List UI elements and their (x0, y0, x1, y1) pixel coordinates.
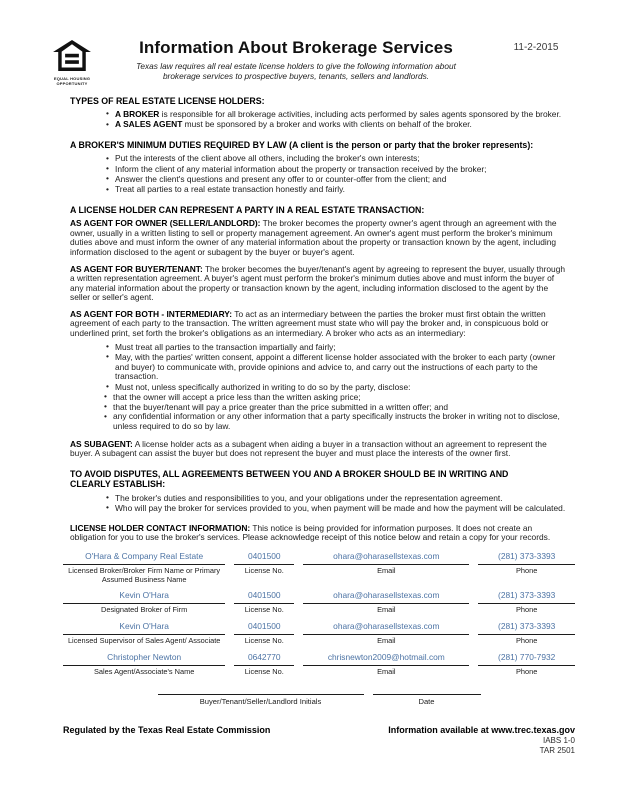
equal-housing-icon (53, 58, 91, 75)
field-label: Designated Broker of Firm (101, 605, 188, 615)
bullet-item: • May, with the parties' written consent, appoint a different license holder associated with the broker to each party (owner and buyer) to communicate with, provide opinions and advice to, and carry out the instructions of each party to the transaction. (106, 353, 568, 382)
license-holder-contact-table (63, 548, 575, 677)
disputes-bullet-list (70, 494, 568, 514)
field-label: License No. (244, 636, 284, 646)
field-value: Kevin O'Hara (63, 587, 225, 604)
footer-regulator-text: Regulated by the Texas Real Estate Commission (63, 724, 271, 735)
field-value: ohara@oharasellstexas.com (303, 618, 469, 635)
field-value: O'Hara & Company Real Estate (63, 548, 225, 565)
section-heading-disputes: TO AVOID DISPUTES, ALL AGREEMENTS BETWEEN YOU AND A BROKER SHOULD BE IN WRITING AND CLEARLY ESTABLISH: (70, 468, 509, 490)
date-signature-line: Date (373, 694, 481, 706)
signature-row (63, 694, 575, 706)
field-value: chrisnewton2009@hotmail.com (303, 649, 469, 666)
form-footer (63, 725, 575, 735)
paragraph-text: To act as an intermediary between the parties the broker must first obtain the written agreement of each party to the transaction. The written agreement must state who will pay the broker and, in conspicuous bold or underlined print, set forth the broker's obligations as an intermediary. A broker who acts as an intermediary: (70, 308, 549, 338)
field-label: Licensed Supervisor of Sales Agent/ Associate (67, 636, 221, 646)
logo-caption: EQUAL HOUSING OPPORTUNITY (53, 76, 91, 86)
paragraph-text: The broker becomes the property owner's agent through an agreement with the owner, usually in a written listing to sell or property management agreement. An owner's agent must perform the broker's minimum duties above and must inform the owner of any material information about the property or transaction known by the agent, including information disclosed to the agent or subagent by the buyer or buyer's agent. (70, 218, 557, 257)
equal-housing-logo (49, 36, 95, 87)
initials-signature-line: Buyer/Tenant/Seller/Landlord Initials (158, 694, 364, 706)
paragraph-lead: AS SUBAGENT: (70, 438, 133, 449)
bullet-lead: A BROKER (115, 108, 160, 119)
form-code-tar: TAR 2501 (539, 745, 575, 755)
bullet-text: is responsible for all brokerage activities, including acts performed by sales agents sponsored by the broker. (159, 108, 562, 119)
intermediary-bullet-list (70, 343, 568, 393)
section-heading-represent: A LICENSE HOLDER CAN REPRESENT A PARTY IN A REAL ESTATE TRANSACTION: (70, 204, 425, 215)
field-value: (281) 770-7932 (478, 649, 575, 666)
paragraph-agent-for-buyer (70, 265, 568, 303)
paragraph-lead: AS AGENT FOR BOTH - INTERMEDIARY: (70, 308, 233, 319)
title-block (95, 36, 497, 82)
field-label: Licensed Broker/Broker Firm Name or Primary Assumed Business Name (68, 565, 221, 584)
bullet-item (106, 120, 568, 130)
paragraph-lead: LICENSE HOLDER CONTACT INFORMATION: (70, 522, 251, 533)
bullet-item: • Inform the client of any material information about the property or transaction received by the broker; (106, 165, 568, 175)
bullet-text: must be sponsored by a broker and works with clients on behalf of the broker. (182, 119, 472, 130)
form-codes (63, 736, 575, 757)
form-header (53, 36, 575, 87)
sub-bullet-item: • that the buyer/tenant will pay a price greater than the price submitted in a written offer; and (104, 403, 568, 413)
table-row-broker-firm (63, 548, 575, 584)
paragraph-intermediary (70, 310, 568, 339)
field-label: Phone (516, 605, 538, 615)
footer-info-text: Information available at www.trec.texas.gov (388, 724, 575, 735)
paragraph-text: The broker becomes the buyer/tenant's agent by agreeing to represent the buyer, usually through a written representation agreement. A buyer's agent must perform the broker's minimum duties above and must inform the buyer of any material information about the property or transaction known by the agent, including information disclosed to the agent by the seller or seller's agent. (70, 263, 566, 303)
field-value: Kevin O'Hara (63, 618, 225, 635)
bullet-item: • Put the interests of the client above all others, including the broker's own interests; (106, 154, 568, 164)
field-value: 0401500 (234, 618, 294, 635)
paragraph-lead: AS AGENT FOR BUYER/TENANT: (70, 263, 203, 274)
paragraph-lead: AS AGENT FOR OWNER (SELLER/LANDLORD): (70, 218, 261, 229)
duties-bullet-list (70, 154, 568, 195)
field-label: License No. (244, 605, 284, 615)
section-heading-duties: A BROKER'S MINIMUM DUTIES REQUIRED BY LAW (A client is the person or party that the broker represents): (70, 139, 534, 150)
bullet-item: • Who will pay the broker for services provided to you, when payment will be made and how the payment will be calculated. (106, 504, 568, 514)
field-label: Phone (516, 666, 538, 676)
bullet-lead: A SALES AGENT (115, 119, 183, 130)
field-label: License No. (244, 565, 284, 575)
section-heading-types: TYPES OF REAL ESTATE LICENSE HOLDERS: (70, 95, 265, 106)
paragraph-text: A license holder acts as a subagent when aiding a buyer in a transaction without an agreement to represent the buyer. A subagent can assist the buyer but does not represent the buyer and must place the interests of the owner first. (70, 438, 547, 459)
field-value: 0401500 (234, 587, 294, 604)
table-row-sales-agent (63, 649, 575, 677)
field-label: Email (377, 605, 396, 615)
field-value: ohara@oharasellstexas.com (303, 548, 469, 565)
bullet-item: • Must treat all parties to the transaction impartially and fairly; (106, 343, 568, 353)
bullet-item: • The broker's duties and responsibilities to you, and your obligations under the representation agreement. (106, 494, 568, 504)
bullet-item: • Answer the client's questions and present any offer to or counter-offer from the client; and (106, 175, 568, 185)
form-subtitle: Texas law requires all real estate license holders to give the following information about brokerage services to prospective buyers, tenants, sellers and landlords. (136, 61, 456, 82)
form-date: 11-2-2015 (513, 42, 559, 53)
field-label: Email (377, 666, 396, 676)
field-label: Email (377, 565, 396, 575)
field-value: (281) 373-3393 (478, 618, 575, 635)
bullet-item: • Treat all parties to a real estate transaction honestly and fairly. (106, 185, 568, 195)
sub-bullet-item: • that the owner will accept a price less than the written asking price; (104, 393, 568, 403)
types-bullet-list (70, 110, 568, 130)
form-code-iabs: IABS 1-0 (542, 735, 575, 745)
field-value: ohara@oharasellstexas.com (303, 587, 469, 604)
field-label: Phone (516, 565, 538, 575)
table-row-designated-broker (63, 587, 575, 615)
paragraph-text: This notice is being provided for information purposes. It does not create an obligation for you to use the broker's services. Please acknowledge receipt of this notice below and retain a copy for your records. (70, 522, 551, 543)
field-value: Christopher Newton (63, 649, 225, 666)
paragraph-subagent (70, 440, 568, 459)
field-value: (281) 373-3393 (478, 587, 575, 604)
paragraph-agent-for-owner (70, 219, 568, 257)
field-label: Email (377, 636, 396, 646)
field-value: 0401500 (234, 548, 294, 565)
paragraph-contact-info (70, 524, 568, 543)
field-label: License No. (244, 666, 284, 676)
form-title: Information About Brokerage Services (139, 38, 453, 57)
table-row-supervisor (63, 618, 575, 646)
field-value: 0642770 (234, 649, 294, 666)
disclose-subbullet-list (70, 393, 568, 432)
field-value: (281) 373-3393 (478, 548, 575, 565)
bullet-item: • Must not, unless specifically authorized in writing to do so by the party, disclose: (106, 383, 568, 393)
sub-bullet-item: • any confidential information or any other information that a party specifically instructs the broker in writing not to disclose, unless required to do so by law. (104, 412, 568, 432)
field-label: Phone (516, 636, 538, 646)
field-label: Sales Agent/Associate's Name (93, 666, 195, 676)
